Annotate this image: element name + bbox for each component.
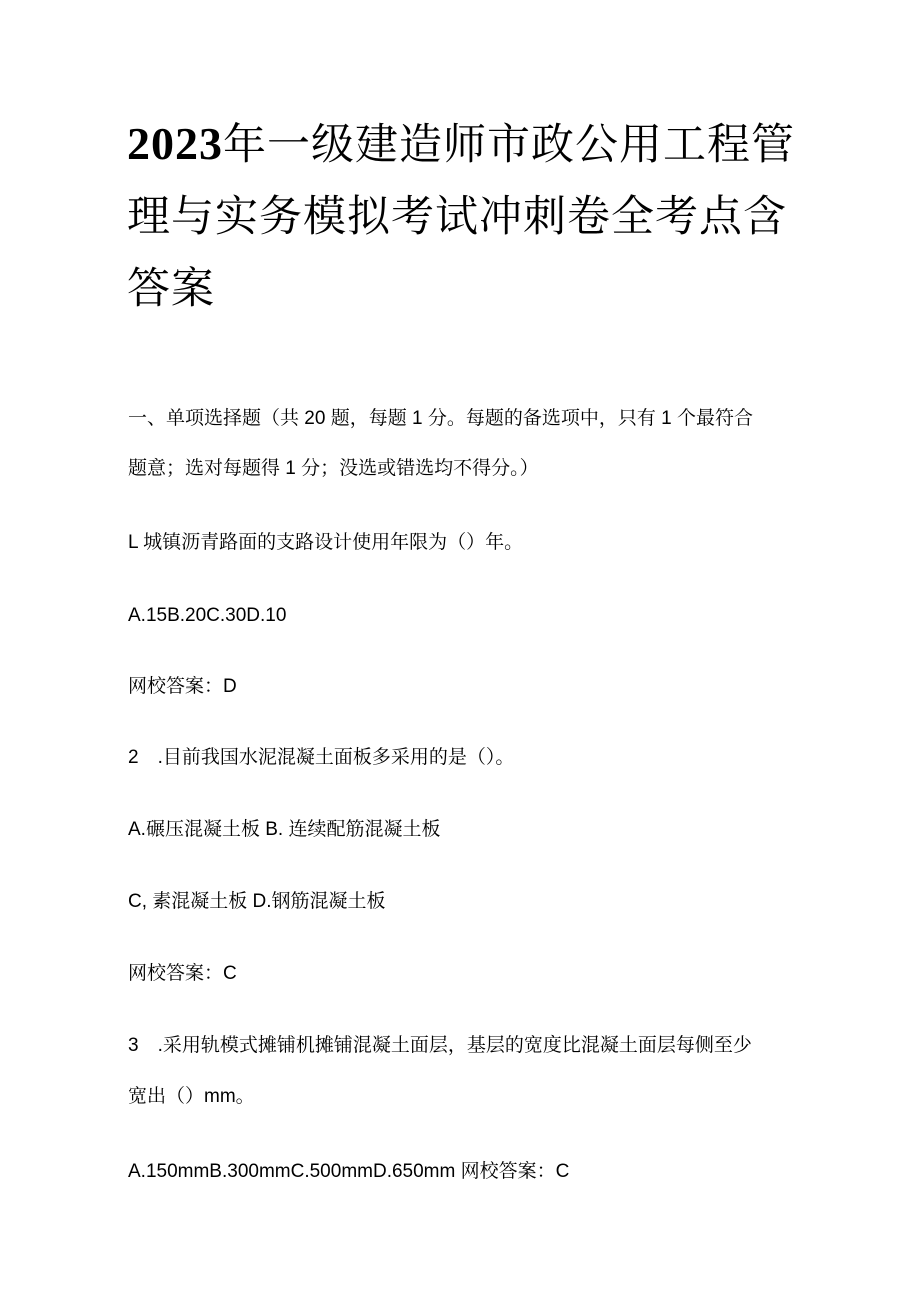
- section-heading-line-1: 一、单项选择题（共 20 题，每题 1 分。每题的备选项中，只有 1 个最符合: [128, 408, 753, 429]
- question-1-stem: L 城镇沥青路面的支路设计使用年限为（）年。: [128, 532, 524, 553]
- question-2-options-line-1: A.碾压混凝土板 B. 连续配筋混凝土板: [128, 819, 441, 840]
- title-year: 2023: [127, 118, 223, 169]
- question-1-answer: 网校答案：D: [128, 676, 237, 697]
- question-2-options-line-2: C, 素混凝土板 D.钢筋混凝土板: [128, 891, 386, 912]
- question-1-options: A.15B.20C.30D.10: [128, 605, 287, 626]
- document-title: [127, 108, 807, 325]
- section-heading-line-2: 题意；选对每题得 1 分；没选或错选均不得分。）: [128, 458, 539, 479]
- question-2-stem: 2 .目前我国水泥混凝土面板多采用的是（）。: [128, 747, 515, 768]
- question-3-stem-line-1: 3 .采用轨模式摊铺机摊铺混凝土面层，基层的宽度比混凝土面层每侧至少: [128, 1035, 752, 1056]
- question-2-answer: 网校答案：C: [128, 963, 237, 984]
- question-3-stem-line-2: 宽出（）mm。: [128, 1086, 255, 1107]
- title-text: 年一级建造师市政公用工程管理与实务模拟考试冲刺卷全考点含答案: [127, 120, 795, 314]
- question-3-options-and-answer: A.150mmB.300mmC.500mmD.650mm 网校答案：C: [128, 1161, 570, 1182]
